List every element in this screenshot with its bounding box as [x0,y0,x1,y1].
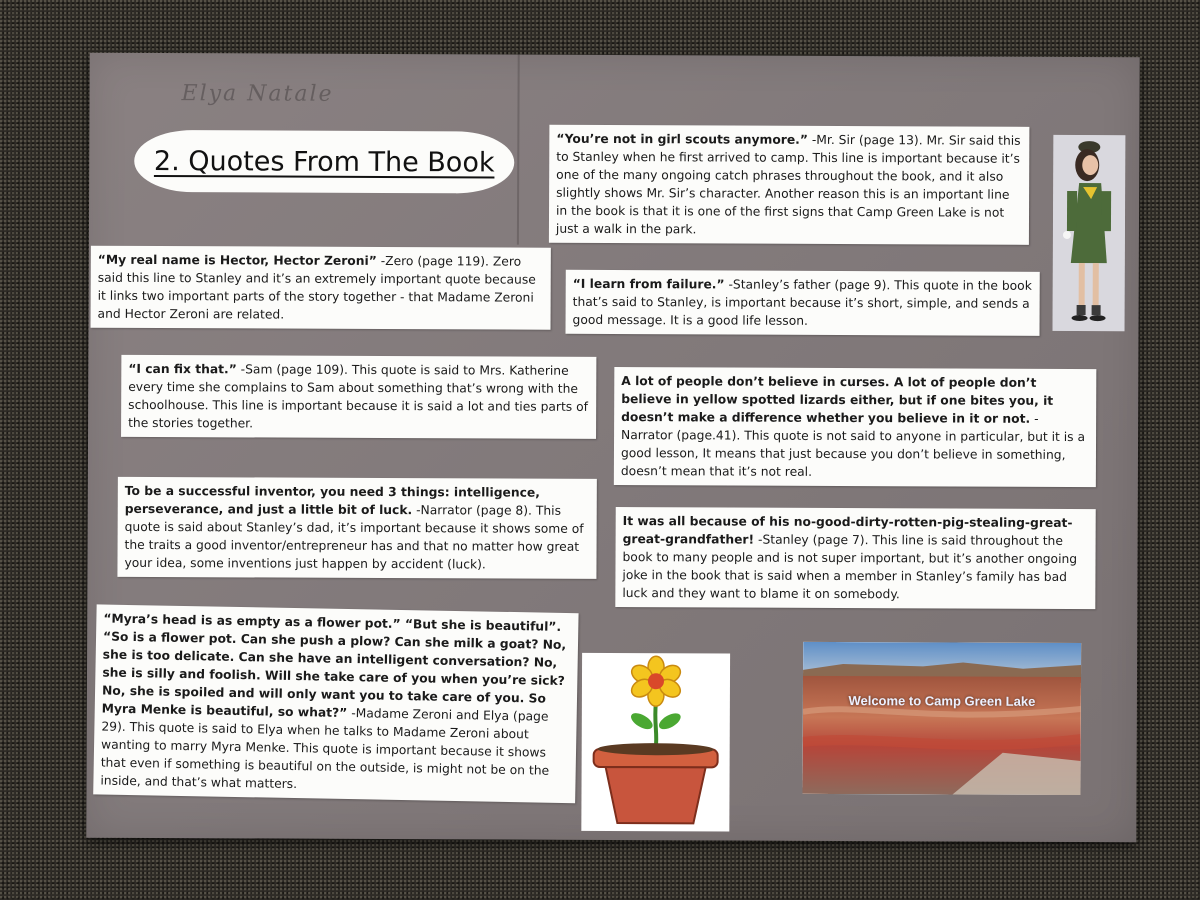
quote-explanation: -Narrator (page 8). This quote is said about Stanley’s dad, it’s important because it shows some of the traits a good inventor/entrepreneur has and that no matter how great your idea, some inventions just happen by accident (luck). [124,503,584,572]
camp-green-lake-photo [802,642,1081,795]
quote-text: To be a successful inventor, you need 3 things: intelligence, perseverance, and just a little bit of luck. [124,483,540,518]
quote-text: A lot of people don’t believe in curses. A lot of people don’t believe in yellow spotted lizards either, but if one bites you, it doesn’t make a difference whether you believe in it or not. [621,374,1054,426]
quote-text: “I can fix that.” [128,361,237,377]
girl-scout-photo [1053,135,1126,331]
quote-card-curses [614,367,1097,487]
quote-card-grandfather [615,507,1095,609]
pencil-name: Elya Natale [181,81,334,107]
quote-card-myra [93,604,578,803]
quote-explanation: -Sam (page 109). This quote is said to Mrs. Katherine every time she complains to Sam about something that’s wrong with the schoolhouse. This line is important because it is said a lot and ties parts of the stories together. [128,362,589,431]
quote-explanation: -Narrator (page.41). This quote is not said to anyone in particular, but it is a good lesson, It means that just because you don’t believe in something, doesn’t mean that it’s not real. [620,411,1086,479]
girl-scout-illustration [1053,135,1126,331]
quote-explanation: -Mr. Sir (page 13). Mr. Sir said this to Stanley when he first arrived to camp. This line is important because it’s one of the many ongoing catch phrases throughout the book, and it also slightly shows Mr. Sir’s character. Another reason this is an important line in the book is that it is one of the first signs that Camp Green Lake is not just a walk in the park. [555,132,1021,237]
quote-text: “I learn from failure.” [572,276,725,292]
title-card [134,130,514,194]
poster-board [86,53,1139,843]
page-title: 2. Quotes From The Book [153,145,495,178]
quote-explanation: -Stanley (page 7). This line is said throughout the book to many people and is not super important, but it’s another ongoing joke in the book that is said when a member in Stanley’s family has bad luck and they want to blame it on somebody. [622,532,1078,602]
quote-card-hector [91,246,551,330]
board-fold-line [517,55,520,245]
quote-explanation: -Zero (page 119). Zero said this line to Stanley and it’s an extremely important quote because it links two important parts of the story together - that Madame Zeroni and Hector Zeroni are related. [97,253,536,322]
quote-explanation: -Stanley’s father (page 9). This quote in the book that’s said to Stanley, is important because it’s short, simple, and sends a good message. It is a good life lesson. [572,277,1032,328]
desert-landscape-illustration [802,642,1081,795]
quote-explanation: -Madame Zeroni and Elya (page 29). This quote is said to Elya when he talks to Madame Zeroni about wanting to marry Myra Menke. This quote is important because it shows that even if something is beautiful on the outside, is might not be on the inside, and that’s what matters. [100,706,550,792]
photo-caption: Welcome to Camp Green Lake [848,693,1036,709]
quote-card-girl-scouts [549,125,1030,245]
flower-pot-icon [581,653,730,832]
quote-text: “Myra’s head is as empty as a flower pot.” “But she is beautiful”. “So is a flower pot. Can she push a plow? Can she milk a goat? No, she is too delicate. Can she have an intelligent conversation? No, she is silly and foolish. Will she take care of you when you’re sick? No, she is spoiled and will only want you to take care of you. So Myra Menke is beautiful, so what?” [101,611,567,721]
quote-text: It was all because of his no-good-dirty-rotten-pig-stealing-great-great-grandfather! [622,514,1073,547]
quote-card-failure [565,270,1039,336]
quote-text: “My real name is Hector, Hector Zeroni” [97,252,377,268]
quote-card-fix-that [121,355,596,439]
quote-card-inventor [117,477,596,579]
quote-text: “You’re not in girl scouts anymore.” [556,131,808,147]
flower-pot-image [581,653,730,832]
